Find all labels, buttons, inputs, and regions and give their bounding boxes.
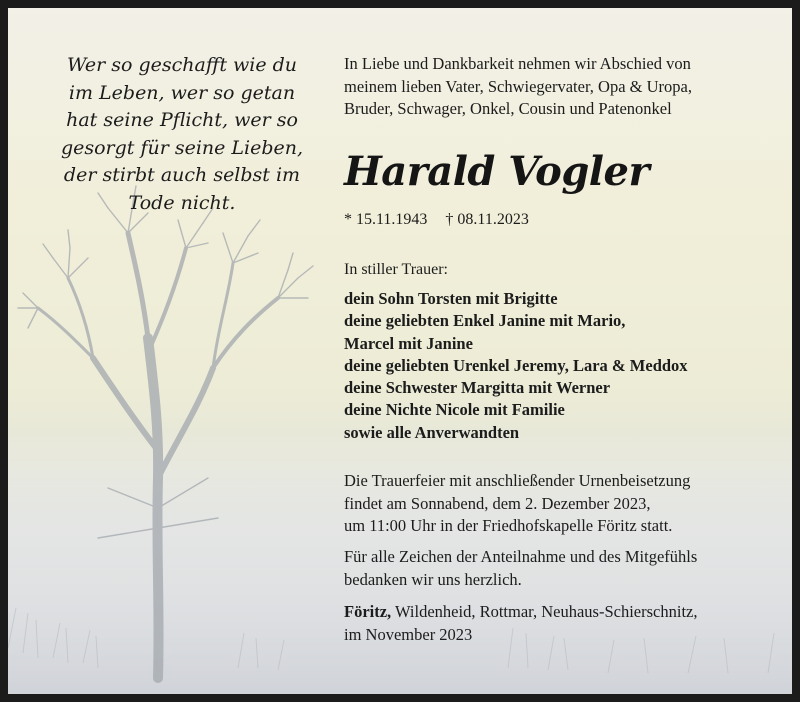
mourners-list	[344, 288, 688, 444]
list-item: Marcel mit Janine	[344, 333, 473, 353]
poem-line: hat seine Pflicht, wer so	[66, 109, 298, 131]
funeral-details	[344, 470, 690, 538]
thanks-line: bedanken wir uns herzlich.	[344, 569, 522, 589]
ceremony-line: findet am Sonnabend, dem 2. Dezember 2023,	[344, 493, 651, 513]
poem-line: im Leben, wer so getan	[68, 81, 296, 104]
town-name: Föritz,	[344, 602, 392, 621]
poem-line: Wer so geschafft wie du	[66, 54, 298, 76]
places-line	[344, 601, 698, 624]
memorial-poem	[42, 52, 322, 217]
poem-line: der stirbt auch selbst im	[63, 164, 301, 186]
other-places: Wildenheid, Rottmar, Neuhaus-Schierschnitz,	[391, 602, 698, 621]
thanks-line: Für alle Zeichen der Anteilnahme und des Mitgefühls	[344, 547, 698, 566]
death-date: † 08.11.2023	[445, 211, 529, 228]
ceremony-line: um 11:00 Uhr in der Friedhofskapelle Föritz statt.	[344, 516, 673, 535]
mourning-heading: In stiller Trauer:	[344, 261, 448, 278]
farewell-intro	[344, 53, 764, 121]
birth-date: * 15.11.1943	[344, 211, 428, 228]
list-item: deine geliebten Enkel Janine mit Mario,	[344, 311, 626, 331]
ceremony-line: Die Trauerfeier mit anschließender Urnenbeisetzung	[344, 471, 691, 490]
notice-date: im November 2023	[344, 624, 473, 644]
list-item: sowie alle Anverwandten	[344, 422, 520, 442]
poem-line: gesorgt für seine Lieben,	[60, 136, 304, 159]
list-item: dein Sohn Torsten mit Brigitte	[344, 289, 558, 308]
deceased-name: Harald Vogler	[344, 148, 650, 195]
place-and-date	[344, 601, 698, 646]
intro-line: Bruder, Schwager, Onkel, Cousin und Patenonkel	[344, 99, 672, 118]
list-item: deine geliebten Urenkel Jeremy, Lara & Meddox	[344, 355, 688, 375]
list-item: deine Schwester Margitta mit Werner	[344, 378, 611, 398]
intro-line: In Liebe und Dankbarkeit nehmen wir Abschied von	[344, 54, 691, 73]
thanks-note	[344, 546, 697, 591]
list-item: deine Nichte Nicole mit Familie	[344, 400, 565, 420]
poem-line: Tode nicht.	[128, 191, 236, 214]
life-dates	[344, 211, 529, 229]
intro-line: meinem lieben Vater, Schwiegervater, Opa & Uropa,	[344, 76, 692, 96]
